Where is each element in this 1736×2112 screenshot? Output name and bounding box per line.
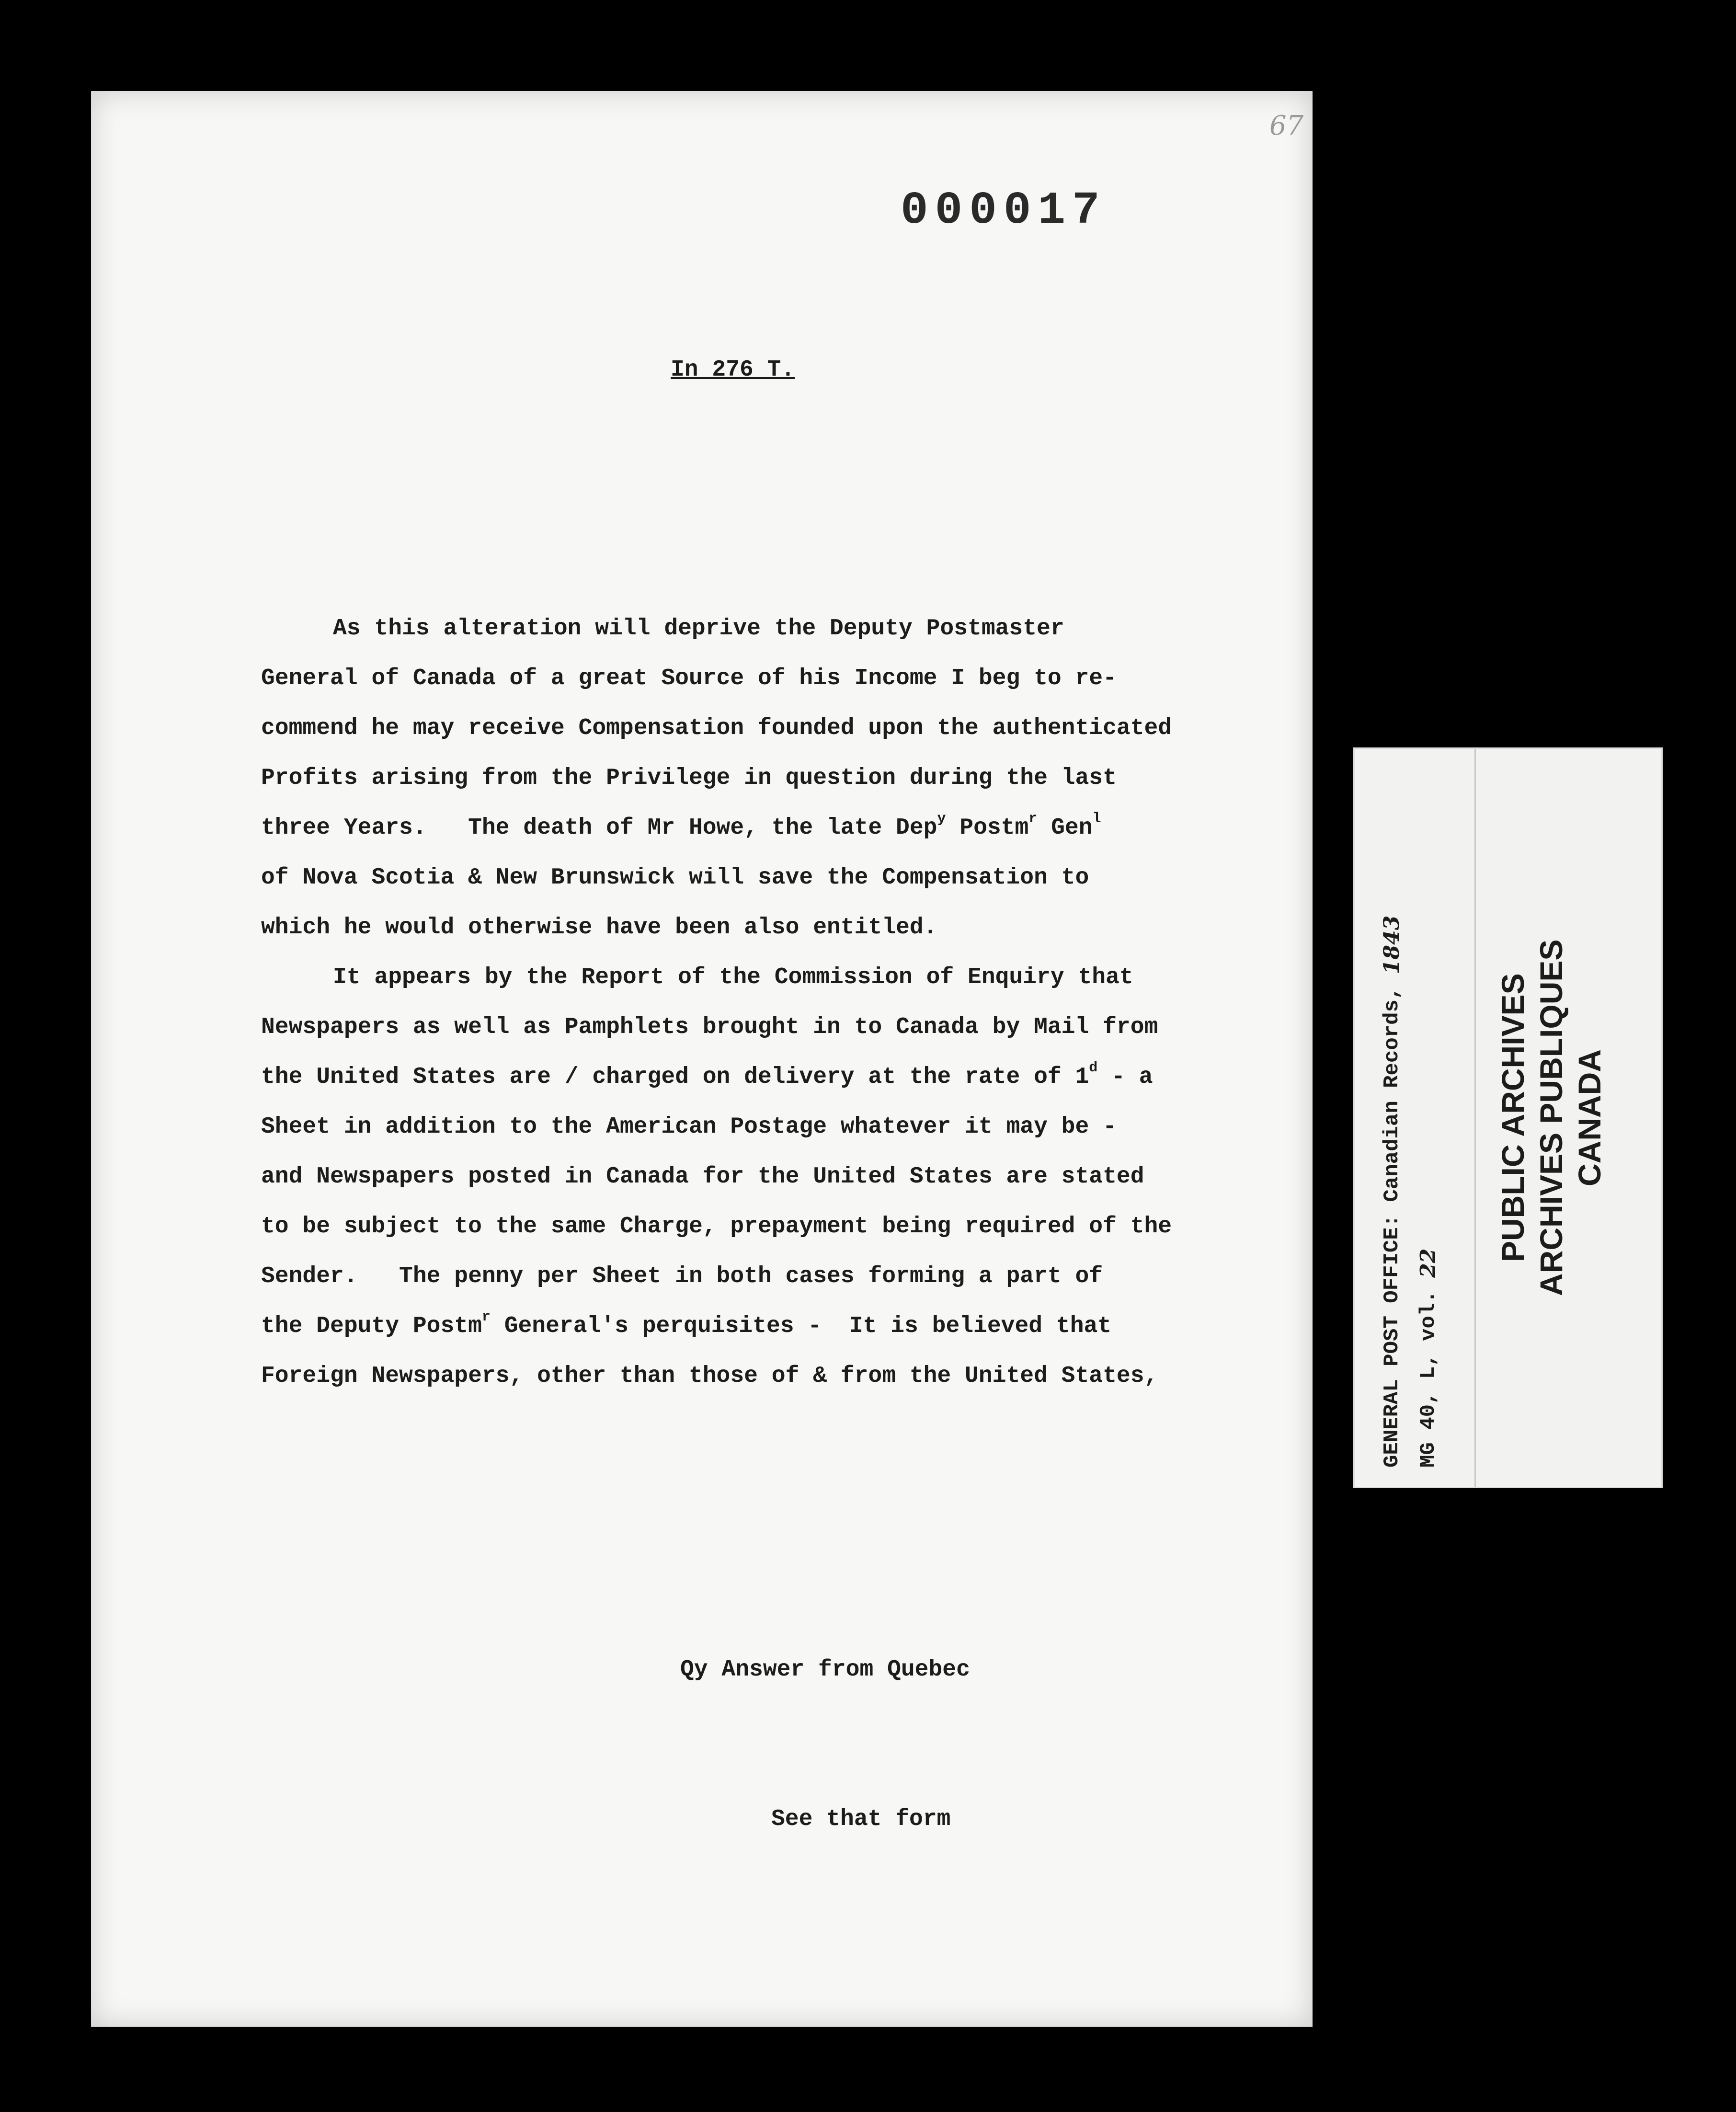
body-line [261, 1202, 1305, 1251]
line-text: Foreign Newspapers, other than those of & from the United States, [261, 1363, 1158, 1389]
superscript: r [1028, 811, 1038, 827]
body-line [261, 1002, 1305, 1052]
document-page [91, 91, 1313, 2027]
superscript: d [1089, 1060, 1098, 1076]
body-line [261, 953, 1305, 1002]
line-text: Postm [946, 815, 1029, 841]
label-divider [1474, 749, 1476, 1487]
line-text: Sheet in addition to the American Postage whatever it may be - [261, 1114, 1117, 1140]
line-text: which he would otherwise have been also entitled. [261, 915, 937, 941]
institution-line-2: ARCHIVES PUBLIQUES [1533, 939, 1569, 1297]
line-text: commend he may receive Compensation founded upon the authenticated [261, 715, 1172, 741]
body-line [261, 753, 1305, 803]
line-text: and Newspapers posted in Canada for the United States are stated [261, 1164, 1144, 1190]
line-text: Gen [1037, 815, 1093, 841]
archive-reference [1374, 768, 1447, 1468]
line-text: General's perquisites - It is believed that [490, 1313, 1112, 1339]
body-line [261, 853, 1305, 903]
line-text: the Deputy Postm [261, 1313, 482, 1339]
line-text: Sender. The penny per Sheet in both cases forming a part of [261, 1263, 1103, 1289]
body-line [261, 1351, 1305, 1401]
body-line [261, 803, 1305, 853]
line-text: - a [1097, 1064, 1153, 1090]
line-text: of Nova Scotia & New Brunswick will save the Compensation to [261, 865, 1089, 891]
archive-institution [1494, 768, 1609, 1468]
body-line [261, 703, 1305, 753]
body-line [261, 1152, 1305, 1202]
institution-line-1: PUBLIC ARCHIVES [1495, 973, 1530, 1263]
body-line [261, 903, 1305, 953]
body-line [261, 1301, 1305, 1351]
archive-reference-line-1: GENERAL POST OFFICE: Canadian Records, 1843 [1380, 915, 1404, 1468]
document-heading: In 276 T. [671, 357, 795, 383]
corner-page-mark: 67 [1269, 110, 1304, 141]
body-line [261, 604, 1305, 654]
superscript: l [1092, 811, 1101, 827]
line-text: three Years. The death of Mr Howe, the late Dep [261, 815, 937, 841]
line-text: It appears by the Report of the Commission of Enquiry that [333, 964, 1133, 990]
body-line [261, 1102, 1305, 1152]
annotation-line-1: Qy Answer from Quebec [680, 1657, 970, 1683]
body-line [261, 654, 1305, 703]
line-text: Profits arising from the Privilege in question during the last [261, 765, 1117, 791]
annotation-note [680, 1545, 970, 1944]
institution-line-3: CANADA [1572, 1049, 1607, 1186]
superscript: y [937, 811, 946, 827]
body-line [261, 1251, 1305, 1301]
superscript: r [481, 1309, 491, 1325]
line-text: the United States are / charged on delivery at the rate of 1 [261, 1064, 1089, 1090]
line-text: to be subject to the same Charge, prepayment being required of the [261, 1214, 1172, 1240]
line-text: As this alteration will deprive the Deputy Postmaster [333, 616, 1064, 642]
document-body [261, 604, 1305, 1401]
body-line [261, 1052, 1305, 1102]
document-number-stamp: 000017 [901, 184, 1107, 237]
annotation-line-2: See that form [771, 1806, 951, 1832]
line-text: Newspapers as well as Pamphlets brought in to Canada by Mail from [261, 1014, 1158, 1040]
archive-label [1353, 747, 1663, 1488]
line-text: General of Canada of a great Source of his Income I beg to re- [261, 666, 1117, 691]
archive-reference-line-2: MG 40, L, vol. 22 [1416, 1248, 1440, 1468]
